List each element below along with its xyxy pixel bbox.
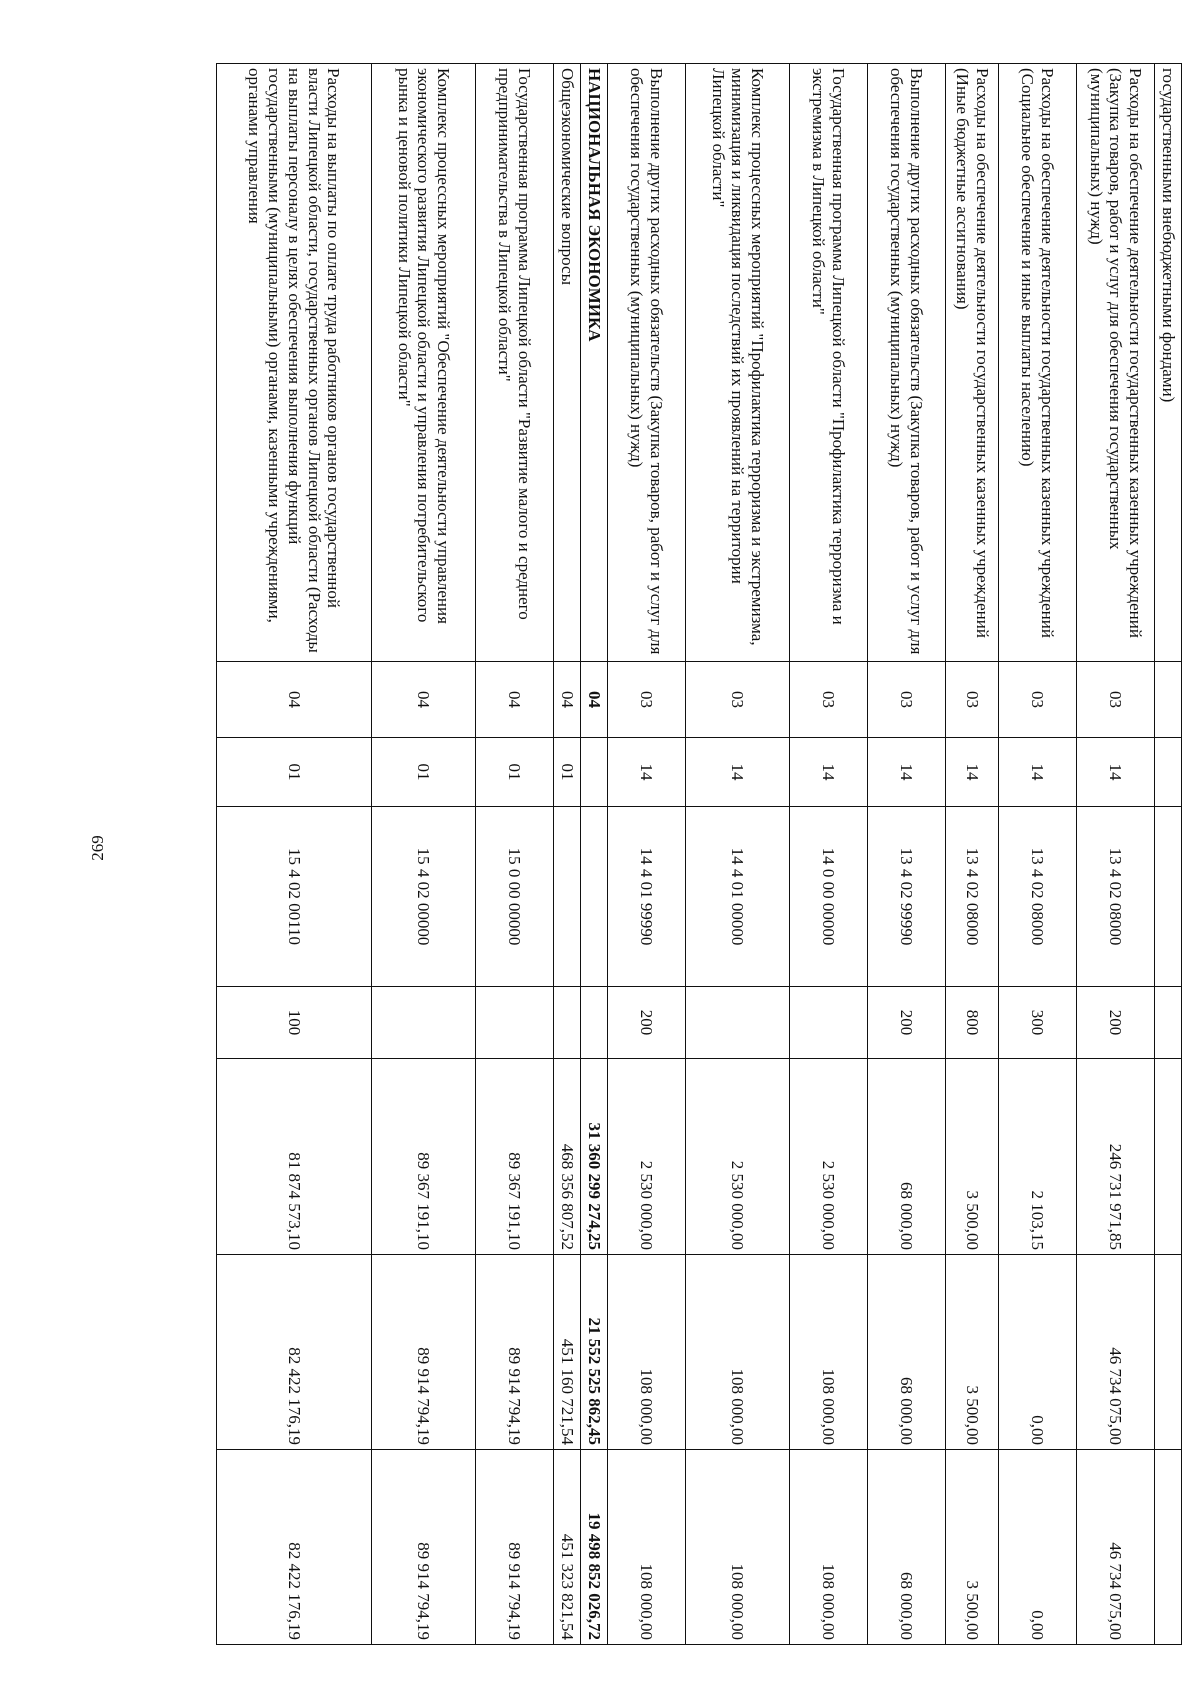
row-value-3: 451 323 821,54 [554,1450,581,1645]
row-value-1 [1155,1059,1182,1255]
row-value-2: 108 000,00 [790,1255,868,1450]
row-value-2: 108 000,00 [608,1255,686,1450]
row-value-3: 89 914 794,19 [372,1450,476,1645]
row-value-1: 68 000,00 [868,1059,946,1255]
row-value-3: 89 914 794,19 [476,1450,554,1645]
row-value-1: 89 367 191,10 [476,1059,554,1255]
row-section: 04 [217,662,372,738]
row-value-2: 3 500,00 [946,1255,999,1450]
row-expense-type [790,987,868,1059]
row-name: Расходы на обеспечение деятельности государственных казенных учреждений (Иные бюджетные ассигнования) [946,64,999,662]
row-value-2: 108 000,00 [686,1255,790,1450]
row-target-article [554,807,581,987]
row-value-1: 468 356 807,52 [554,1059,581,1255]
row-value-1: 89 367 191,10 [372,1059,476,1255]
row-value-2: 89 914 794,19 [476,1255,554,1450]
table-row [554,64,581,1645]
row-target-article [1155,807,1182,987]
row-expense-type [686,987,790,1059]
row-subsection [1155,738,1182,807]
row-value-3 [1155,1450,1182,1645]
table-row [999,64,1077,1645]
row-value-2: 451 160 721,54 [554,1255,581,1450]
row-value-3: 68 000,00 [868,1450,946,1645]
row-expense-type [554,987,581,1059]
row-value-1: 31 360 299 274,25 [581,1059,608,1255]
row-subsection: 14 [946,738,999,807]
row-value-2 [1155,1255,1182,1450]
row-subsection: 14 [790,738,868,807]
row-subsection: 01 [476,738,554,807]
row-subsection [581,738,608,807]
table-row [686,64,790,1645]
table-row [946,64,999,1645]
row-value-3: 108 000,00 [608,1450,686,1645]
row-name: Выполнение других расходных обязательств (Закупка товаров, работ и услуг для обеспечения государственных (муниципальных) нужд) [868,64,946,662]
rotated-table-container [122,63,1182,1644]
row-value-3: 19 498 852 026,72 [581,1450,608,1645]
row-expense-type: 200 [608,987,686,1059]
row-value-2: 82 422 176,19 [217,1255,372,1450]
row-expense-type [372,987,476,1059]
row-value-2: 46 734 075,00 [1077,1255,1155,1450]
row-name: Общеэкономические вопросы [554,64,581,662]
row-target-article: 15 0 00 00000 [476,807,554,987]
row-target-article [581,807,608,987]
row-subsection: 01 [217,738,372,807]
row-target-article: 15 4 02 00000 [372,807,476,987]
row-section: 03 [1077,662,1155,738]
row-section: 04 [476,662,554,738]
row-expense-type [1155,987,1182,1059]
row-value-3: 3 500,00 [946,1450,999,1645]
row-target-article: 13 4 02 08000 [999,807,1077,987]
page-number: 269 [87,835,107,861]
table-row [476,64,554,1645]
row-value-2: 89 914 794,19 [372,1255,476,1450]
row-expense-type: 200 [1077,987,1155,1059]
row-expense-type: 300 [999,987,1077,1059]
row-expense-type [476,987,554,1059]
row-value-2: 68 000,00 [868,1255,946,1450]
row-name: Комплекс процессных мероприятий "Обеспечение деятельности управления экономического развития Липецкой области и управления потребительского рынка и ценовой политики Липецкой области" [372,64,476,662]
row-name: Расходы на обеспечение деятельности государственных казенных учреждений (Социальное обеспечение и иные выплаты населению) [999,64,1077,662]
row-value-2: 0,00 [999,1255,1077,1450]
row-expense-type [581,987,608,1059]
row-subsection: 14 [1077,738,1155,807]
row-value-2: 21 552 525 862,45 [581,1255,608,1450]
row-name: НАЦИОНАЛЬНАЯ ЭКОНОМИКА [581,64,608,662]
row-name: государственными внебюджетными фондами) [1155,64,1182,662]
row-target-article: 13 4 02 08000 [946,807,999,987]
row-section: 04 [581,662,608,738]
row-name: Расходы на обеспечение деятельности государственных казенных учреждений (Закупка товаров, работ и услуг для обеспечения государственных (муниципальных) нужд) [1077,64,1155,662]
row-subsection: 01 [372,738,476,807]
table-row [790,64,868,1645]
row-value-1: 2 530 000,00 [790,1059,868,1255]
row-section: 03 [686,662,790,738]
row-section: 03 [790,662,868,738]
row-subsection: 14 [868,738,946,807]
row-expense-type: 800 [946,987,999,1059]
row-name: Комплекс процессных мероприятий "Профилактика терроризма и экстремизма, минимизация и ликвидация последствий их проявлений на территории Липецкой области" [686,64,790,662]
row-target-article: 14 4 01 99990 [608,807,686,987]
row-value-1: 2 530 000,00 [608,1059,686,1255]
table-row-section-total [581,64,608,1645]
row-subsection: 01 [554,738,581,807]
row-subsection: 14 [999,738,1077,807]
row-section: 03 [946,662,999,738]
row-target-article: 13 4 02 99990 [868,807,946,987]
row-name: Государственная программа Липецкой области "Развитие малого и среднего предпринимательства в Липецкой области" [476,64,554,662]
row-value-1: 2 103,15 [999,1059,1077,1255]
row-expense-type: 200 [868,987,946,1059]
row-target-article: 14 0 00 00000 [790,807,868,987]
row-target-article: 14 4 01 00000 [686,807,790,987]
table-row [1155,64,1182,1645]
row-section: 03 [608,662,686,738]
table-row [868,64,946,1645]
row-target-article: 13 4 02 08000 [1077,807,1155,987]
row-value-3: 46 734 075,00 [1077,1450,1155,1645]
row-subsection: 14 [686,738,790,807]
table-row [608,64,686,1645]
row-value-1: 2 530 000,00 [686,1059,790,1255]
row-section: 03 [868,662,946,738]
row-name: Выполнение других расходных обязательств (Закупка товаров, работ и услуг для обеспечения государственных (муниципальных) нужд) [608,64,686,662]
row-value-3: 108 000,00 [686,1450,790,1645]
row-value-1: 246 731 971,85 [1077,1059,1155,1255]
row-section: 03 [999,662,1077,738]
table-row [1077,64,1155,1645]
row-value-3: 108 000,00 [790,1450,868,1645]
row-value-1: 3 500,00 [946,1059,999,1255]
row-value-1: 81 874 573,10 [217,1059,372,1255]
row-subsection: 14 [608,738,686,807]
row-section [1155,662,1182,738]
row-value-3: 82 422 176,19 [217,1450,372,1645]
row-expense-type: 100 [217,987,372,1059]
table-row [217,64,372,1645]
row-name: Расходы на выплаты по оплате труда работников органов государственной власти Липецкой области, государственных органов Липецкой области (Расходы на выплаты персоналу в целях обеспечения выполнения функций государственными (муниципальными) органами, казенными учреждениями, органами управления [217,64,372,662]
row-section: 04 [372,662,476,738]
row-target-article: 15 4 02 00110 [217,807,372,987]
table-row [372,64,476,1645]
row-name: Государственная программа Липецкой области "Профилактика терроризма и экстремизма в Липецкой области" [790,64,868,662]
budget-table [216,63,1182,1645]
row-section: 04 [554,662,581,738]
row-value-3: 0,00 [999,1450,1077,1645]
